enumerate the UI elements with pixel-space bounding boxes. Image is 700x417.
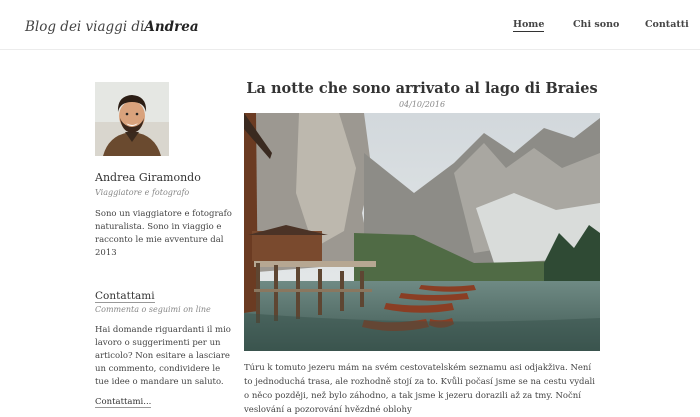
author-role: Viaggiatore e fotografo xyxy=(95,188,190,197)
contact-more-link[interactable]: Contattami... xyxy=(95,397,152,407)
brand-prefix: Blog dei viaggi di xyxy=(25,19,145,35)
nav-about-link[interactable]: Chi sono xyxy=(573,19,620,30)
post-date: 04/10/2016 xyxy=(398,100,446,109)
post-body-text: Túru k tomuto jezeru mám na svém cestovatelském seznamu asi odjakživa. Není to jednoduchá trasa, ale rozhodně stojí za to. Kvůli počasí jsme se na cestu vydali o něco později, než bylo záhodno, a tak jsme k jezeru dorazili až za tmy. Noční veslování a pozorování hvězdné oblohy xyxy=(244,363,595,415)
author-avatar xyxy=(95,82,169,156)
brand-name: Andrea xyxy=(144,19,199,35)
author-name: Andrea Giramondo xyxy=(95,171,201,184)
top-navigation-bar xyxy=(0,0,700,50)
nav-contact-link[interactable]: Contatti xyxy=(645,19,689,30)
contact-description: Hai domande riguardanti il mio lavoro o suggerimenti per un articolo? Non esitare a lasciare un commento, condividere le tue idee o mandare un saluto. xyxy=(95,325,231,387)
author-bio: Sono un viaggiatore e fotografo naturalista. Sono in viaggio e racconto le mie avventure dal 2013 xyxy=(95,209,232,258)
contact-subtitle: Commenta o seguimi on line xyxy=(95,305,211,314)
blog-post xyxy=(244,80,600,417)
post-photo-lake xyxy=(244,113,600,351)
post-title[interactable]: La notte che sono arrivato al lago di Braies xyxy=(246,80,598,97)
nav-home-link[interactable]: Home xyxy=(513,19,545,30)
blog-brand-logo[interactable] xyxy=(25,19,199,35)
sidebar xyxy=(95,82,235,408)
contact-heading-link[interactable]: Contattami xyxy=(95,290,155,302)
